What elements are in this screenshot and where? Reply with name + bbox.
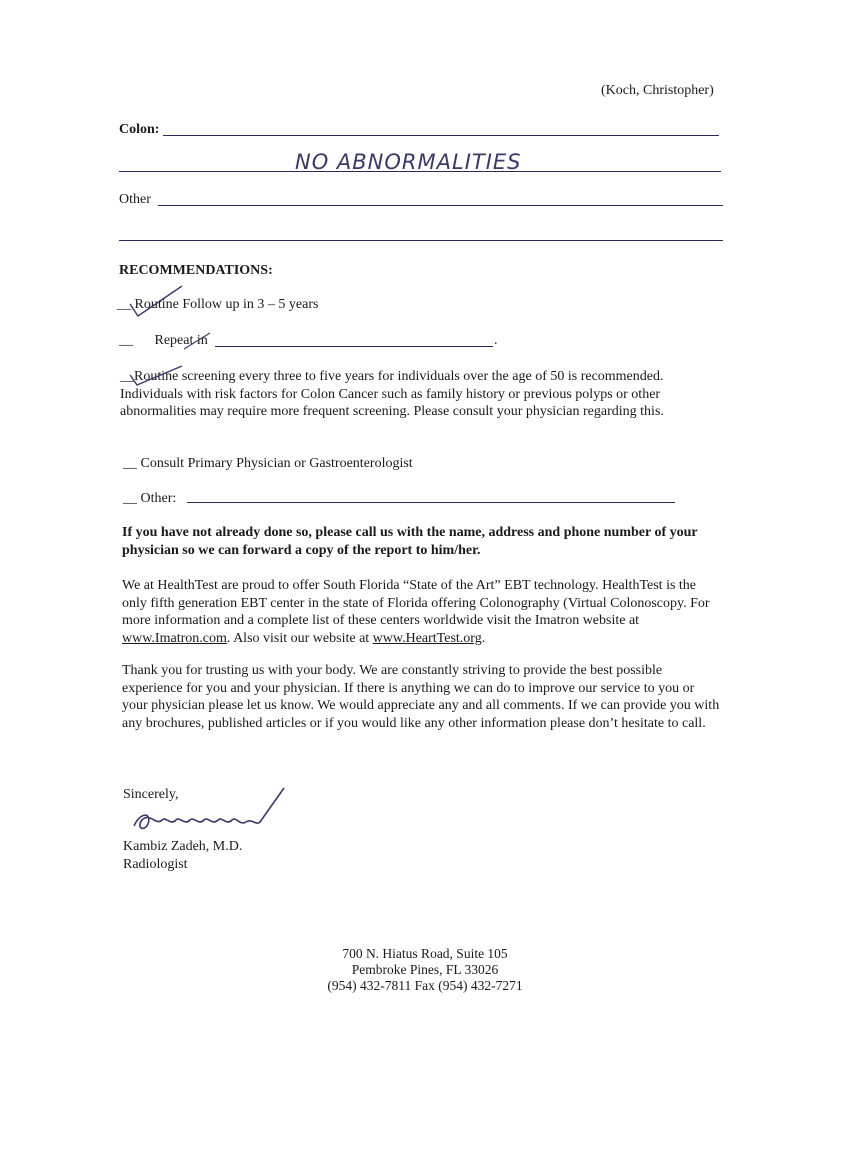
physician-request: If you have not already done so, please call us with the name, address and phone number of your physician so we can forward a copy of the report to him/her. <box>122 525 698 558</box>
patient-name: (Koch, Christopher) <box>601 83 714 98</box>
rec-item-5-blank: __ <box>123 491 137 506</box>
rec-item-3-text: Routine screening every three to five years for individuals over the age of 50 is recommended. Individuals with risk factors for Colon Cancer such as family history or previous polyps or other abnormalities may require more frequent screening. Please consult your physician regarding this. <box>120 369 664 419</box>
closing: Sincerely, <box>123 787 179 802</box>
about-text-middle: . Also visit our website at <box>226 630 373 646</box>
other-line-2 <box>119 240 723 241</box>
about-text-before: We at HealthTest are proud to offer South Florida “State of the Art” EBT technology. HealthTest is the only fifth generation EBT center in the state of Florida offering Colonography (Virtual Colonoscopy. For more information and a complete list of these centers worldwide visit the Imatron website at <box>122 578 710 628</box>
recommendations-heading: RECOMMENDATIONS: <box>119 263 273 278</box>
colon-label: Colon: <box>119 122 160 137</box>
about-healthtest <box>122 577 722 647</box>
thanks-paragraph: Thank you for trusting us with your body. We are constantly striving to provide the best possible experience for you and your physician. If there is anything we can do to improve our service to you or your physician please let us know. We would appreciate any and all comments. If we can provide you with any brochures, published articles or if you would like any other information please don’t hesitate to call. <box>122 663 720 731</box>
physician-title: Radiologist <box>123 857 188 872</box>
signature-icon <box>126 782 296 840</box>
physician-name: Kambiz Zadeh, M.D. <box>123 839 243 854</box>
rec-item-1-blank: __ <box>117 297 131 312</box>
rec-item-1-text: Routine Follow up in 3 – 5 years <box>134 297 319 312</box>
checkmark-icon <box>126 363 186 387</box>
repeat-period: . <box>494 333 498 348</box>
rec-item-2-text: Repeat in <box>154 333 208 348</box>
colon-handwritten-note: NO ABNORMALITIES <box>295 150 522 174</box>
colon-line <box>163 135 719 136</box>
colon-line-2 <box>119 171 721 172</box>
other-line <box>158 205 723 206</box>
rec-item-3 <box>120 368 720 421</box>
rec-item-5 <box>123 491 176 507</box>
imatron-link[interactable]: www.Imatron.com <box>122 630 227 646</box>
footer-phone: (954) 432-7811 Fax (954) 432-7271 <box>327 978 523 993</box>
hearttest-link[interactable]: www.HeartTest.org <box>372 630 482 646</box>
footer-address-2: Pembroke Pines, FL 33026 <box>351 962 499 977</box>
checkmark-icon <box>126 282 186 320</box>
about-text-after: . <box>481 630 486 646</box>
rec-item-2-blank: __ <box>119 333 133 348</box>
other-rec-line <box>187 502 675 503</box>
footer-address-1: 700 N. Hiatus Road, Suite 105 <box>342 946 508 961</box>
repeat-line <box>215 346 493 347</box>
rec-item-3-blank: __ <box>120 369 134 384</box>
rec-item-4-text: Consult Primary Physician or Gastroenterologist <box>140 456 413 471</box>
rec-item-4-blank: __ <box>123 456 137 471</box>
strike-mark-icon <box>182 331 212 351</box>
rec-item-5-text: Other: <box>140 491 177 506</box>
rec-item-4 <box>123 456 413 472</box>
other-label: Other <box>119 192 151 207</box>
